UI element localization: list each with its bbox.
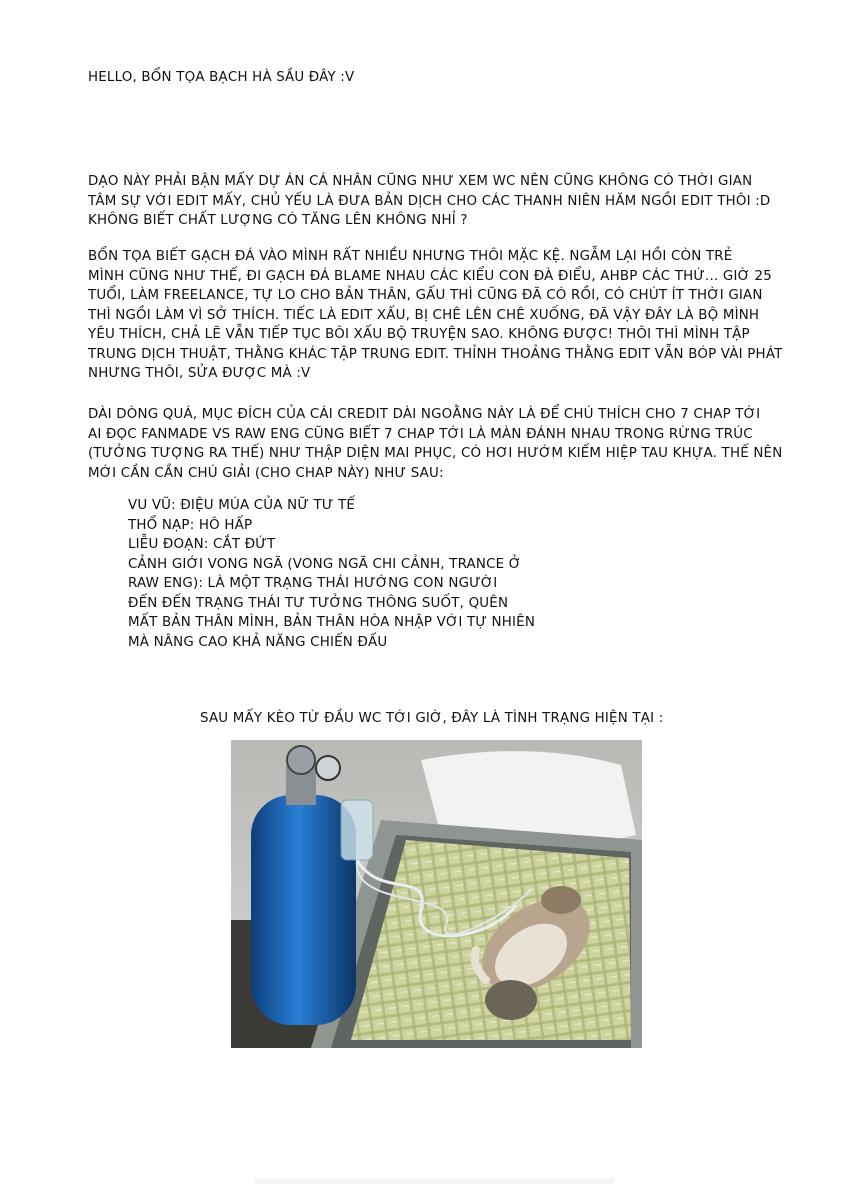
text-line: TÂM SỰ VỚI EDIT MẤY, CHỦ YẾU LÀ ĐƯA BẢN DỊCH CHO CÁC THANH NIÊN HĂM NGỒI EDIT THÔI :D [88,193,771,209]
glossary-entry: RAW ENG): LÀ MỘT TRẠNG THÁI HƯỚNG CON NGƯỜI [128,576,498,591]
glossary-entry: THỔ NẠP: HÔ HẤP [128,517,253,533]
text-line: DÀI DÒNG QUÁ, MỤC ĐÍCH CỦA CÁI CREDIT DÀI NGOẰNG NÀY LÀ ĐỂ CHÚ THÍCH CHO 7 CHAP TỚI [88,407,761,422]
glossary-entry: VU VŨ: ĐIỆU MÚA CỦA NỮ TƯ TẾ [128,498,356,513]
text-line: KHÔNG BIẾT CHẤT LƯỢNG CÓ TĂNG LÊN KHÔNG NHỈ ? [88,213,468,228]
text-line: BỔN TỌA BIẾT GẠCH ĐÁ VÀO MÌNH RẤT NHIỀU NHƯNG THÔI MẶC KỆ. NGẪM LẠI HỒI CÒN TRẺ [88,249,733,264]
text-line: THÌ NGỒI LÀM VÌ SỞ THÍCH. TIẾC LÀ EDIT XẤU, BỊ CHÊ LÊN CHÊ XUỐNG, ĐÃ VẬY ĐÂY LÀ BỘ MÌNH [88,307,760,323]
bottom-strip [255,1178,615,1184]
paragraph-story [88,247,783,384]
text-line: TRUNG DỊCH THUẬT, THẰNG KHÁC TẬP TRUNG EDIT. THỈNH THOẢNG THẰNG EDIT VẪN BÓP VÀI PHÁT [88,346,783,362]
text-line: YÊU THÍCH, CHẢ LẼ VẪN TIẾP TỤC BÔI XẤU BỘ TRUYỆN SAO. KHÔNG ĐƯỢC! THÔI THÌ MÌNH TẬP [88,327,750,342]
glossary-entry: MẤT BẢN THÂN MÌNH, BẢN THÂN HÒA NHẬP VỚI TỰ NHIÊN [128,615,536,630]
glossary-entry: MÀ NÂNG CAO KHẢ NĂNG CHIẾN ĐẤU [128,634,388,650]
text-line: AI ĐỌC FANMADE VS RAW ENG CŨNG BIẾT 7 CHAP TỚI LÀ MÀN ĐÁNH NHAU TRONG RỪNG TRÚC [88,426,753,442]
cat-on-oxygen-drip-icon [231,740,642,1048]
cat-photo [231,740,642,1048]
text-line: TUỔI, LÀM FREELANCE, TỰ LO CHO BẢN THÂN, GẤU THÌ CŨNG ĐÃ CÓ RỒI, CÓ CHÚT ÍT THỜI GIAN [88,288,763,303]
text-line: (TƯỞNG TƯỢNG RA THẾ) NHƯ THẬP DIỆN MAI PHỤC, CÓ HƠI HƯỚM KIẾM HIỆP TAU KHỰA. THẾ NÊN [88,446,783,461]
glossary-entry: CẢNH GIỚI VONG NGÃ (VONG NGÃ CHI CẢNH, TRANCE Ở [128,556,522,572]
photo-caption: SAU MẤY KÈO TỪ ĐẦU WC TỚI GIỜ, ĐÂY LÀ TÌNH TRẠNG HIỆN TẠI : [200,711,664,726]
text-line: DẠO NÀY PHẢI BẬN MẤY DỰ ÁN CÁ NHÂN CŨNG NHƯ XEM WC NÊN CŨNG KHÔNG CÓ THỜI GIAN [88,174,753,189]
glossary-entry: ĐẾN ĐẾN TRẠNG THÁI TƯ TƯỞNG THÔNG SUỐT, QUÊN [128,595,509,611]
text-line: MỚI CẦN CẦN CHÚ GIẢI (CHO CHAP NÀY) NHƯ SAU: [88,465,444,481]
greeting-line: HELLO, BỔN TỌA BẠCH HÀ SẦU ĐÂY :V [88,70,355,85]
glossary-entry: LIỄU ĐOẠN: CẮT ĐỨT [128,537,276,552]
text-line: NHƯNG THÔI, SỬA ĐƯỢC MÀ :V [88,366,311,381]
paragraph-intro [88,172,770,231]
glossary-list [128,496,535,652]
paragraph-purpose [88,405,782,483]
text-line: MÌNH CŨNG NHƯ THẾ, ĐI GẠCH ĐÁ BLAME NHAU CÁC KIỂU CON ĐÀ ĐIỂU, AHBP CÁC THỨ... GIỜ 25 [88,268,772,284]
